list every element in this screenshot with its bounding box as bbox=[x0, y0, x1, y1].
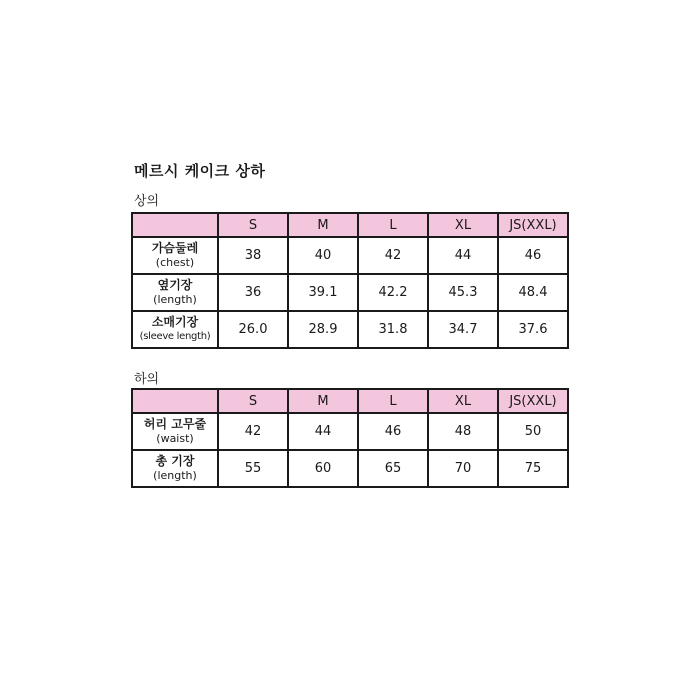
row-sublabel: (chest) bbox=[155, 256, 195, 269]
value-cell: 75 bbox=[498, 450, 568, 487]
table-row bbox=[132, 237, 568, 274]
value-cell: 39.1 bbox=[288, 274, 358, 311]
header-size-cell: JS(XXL) bbox=[498, 213, 568, 237]
value-cell: 31.8 bbox=[358, 311, 428, 348]
row-label-cell bbox=[132, 274, 218, 311]
bottom-size-table bbox=[131, 388, 569, 488]
row-label-cell bbox=[132, 413, 218, 450]
value-cell: 48.4 bbox=[498, 274, 568, 311]
value-cell: 42 bbox=[218, 413, 288, 450]
row-label: 옆기장 bbox=[157, 278, 193, 292]
table-row bbox=[132, 311, 568, 348]
row-label: 허리 고무줄 bbox=[143, 417, 207, 431]
value-cell: 60 bbox=[288, 450, 358, 487]
header-size-cell: M bbox=[288, 213, 358, 237]
section-label-top: 상의 bbox=[134, 194, 160, 209]
top-size-table bbox=[131, 212, 569, 349]
value-cell: 70 bbox=[428, 450, 498, 487]
header-size-cell: M bbox=[288, 389, 358, 413]
table-row bbox=[132, 274, 568, 311]
value-cell: 38 bbox=[218, 237, 288, 274]
row-label-cell bbox=[132, 237, 218, 274]
value-cell: 55 bbox=[218, 450, 288, 487]
value-cell: 40 bbox=[288, 237, 358, 274]
header-size-cell: S bbox=[218, 213, 288, 237]
table-header-row bbox=[132, 213, 568, 237]
table-header-row bbox=[132, 389, 568, 413]
value-cell: 44 bbox=[288, 413, 358, 450]
header-size-cell: L bbox=[358, 389, 428, 413]
header-corner-cell bbox=[132, 213, 218, 237]
value-cell: 42.2 bbox=[358, 274, 428, 311]
row-label-cell bbox=[132, 311, 218, 348]
value-cell: 42 bbox=[358, 237, 428, 274]
header-size-cell: L bbox=[358, 213, 428, 237]
row-label: 총 기장 bbox=[155, 454, 195, 468]
row-sublabel: (waist) bbox=[156, 432, 194, 445]
row-sublabel: (length) bbox=[153, 293, 197, 306]
value-cell: 44 bbox=[428, 237, 498, 274]
table-row bbox=[132, 413, 568, 450]
table-row bbox=[132, 450, 568, 487]
header-corner-cell bbox=[132, 389, 218, 413]
row-label-cell bbox=[132, 450, 218, 487]
value-cell: 34.7 bbox=[428, 311, 498, 348]
value-cell: 26.0 bbox=[218, 311, 288, 348]
page-title: 메르시 케이크 상하 bbox=[134, 162, 266, 180]
row-sublabel: (length) bbox=[153, 469, 197, 482]
value-cell: 45.3 bbox=[428, 274, 498, 311]
value-cell: 48 bbox=[428, 413, 498, 450]
row-label: 소매기장 bbox=[151, 315, 199, 329]
row-label: 가슴둘레 bbox=[151, 241, 199, 255]
value-cell: 37.6 bbox=[498, 311, 568, 348]
header-size-cell: S bbox=[218, 389, 288, 413]
header-size-cell: XL bbox=[428, 213, 498, 237]
value-cell: 36 bbox=[218, 274, 288, 311]
value-cell: 50 bbox=[498, 413, 568, 450]
row-sublabel: (sleeve length) bbox=[139, 331, 211, 342]
value-cell: 46 bbox=[498, 237, 568, 274]
value-cell: 65 bbox=[358, 450, 428, 487]
value-cell: 28.9 bbox=[288, 311, 358, 348]
header-size-cell: JS(XXL) bbox=[498, 389, 568, 413]
header-size-cell: XL bbox=[428, 389, 498, 413]
section-label-bottom: 하의 bbox=[134, 372, 160, 387]
value-cell: 46 bbox=[358, 413, 428, 450]
